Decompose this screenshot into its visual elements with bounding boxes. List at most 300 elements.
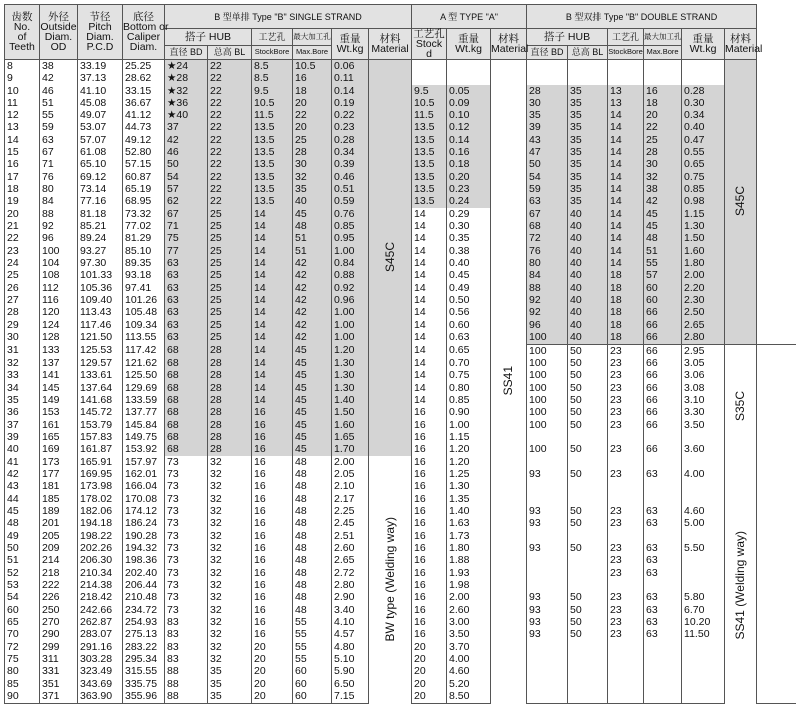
- sprocket-spec-table: [4, 4, 796, 704]
- table-cell: 1.30: [447, 481, 491, 493]
- table-cell: ★40: [165, 110, 208, 122]
- table-cell: 16: [252, 530, 293, 542]
- table-cell: 1.98: [447, 579, 491, 591]
- table-cell: 125.53: [78, 344, 123, 357]
- table-cell: 97.41: [123, 282, 165, 294]
- table-cell: 32: [208, 629, 252, 641]
- table-cell: 25: [208, 307, 252, 319]
- table-cell: 96: [527, 319, 568, 331]
- table-cell: 189: [40, 505, 78, 517]
- table-cell: 1.00: [332, 319, 369, 331]
- table-cell: 100: [527, 407, 568, 419]
- table-cell: 295.34: [123, 653, 165, 665]
- table-cell: 0.14: [447, 134, 491, 146]
- table-cell: 48: [293, 579, 332, 591]
- table-cell: 14: [252, 233, 293, 245]
- table-cell: 315.55: [123, 666, 165, 678]
- table-cell: [757, 331, 796, 344]
- table-cell: 35: [568, 183, 608, 195]
- table-cell: 55: [293, 616, 332, 628]
- table-cell: 23: [608, 542, 644, 554]
- table-cell: 105.48: [123, 307, 165, 319]
- table-cell: [568, 555, 608, 567]
- table-cell: 59: [527, 183, 568, 195]
- table-cell: 137.77: [123, 407, 165, 419]
- table-cell: 44.73: [123, 122, 165, 134]
- table-cell: [568, 666, 608, 678]
- table-cell: 20: [412, 678, 447, 690]
- table-cell: 88: [165, 666, 208, 678]
- table-cell: 1.35: [447, 493, 491, 505]
- table-cell: 25: [208, 270, 252, 282]
- table-cell: 48: [293, 456, 332, 468]
- table-cell: 9.5: [412, 85, 447, 97]
- table-cell: [682, 690, 725, 703]
- table-cell: 62: [165, 196, 208, 208]
- table-cell: [682, 666, 725, 678]
- table-cell: [644, 666, 682, 678]
- table-cell: 116: [40, 294, 78, 306]
- table-cell: 14: [252, 394, 293, 406]
- table-cell: 16: [252, 567, 293, 579]
- table-cell: 63: [644, 604, 682, 616]
- table-cell: 20: [293, 97, 332, 109]
- table-cell: 67: [40, 146, 78, 158]
- table-cell: 73: [165, 530, 208, 542]
- table-cell: 270: [40, 616, 78, 628]
- table-cell: 16: [252, 431, 293, 443]
- table-cell: 47: [527, 146, 568, 158]
- table-cell: 50: [568, 616, 608, 628]
- header-stockbore-single: StockBore: [252, 45, 293, 59]
- table-cell: 201: [40, 518, 78, 530]
- table-cell: 14: [252, 370, 293, 382]
- table-cell: [608, 456, 644, 468]
- table-cell: 54: [527, 171, 568, 183]
- table-cell: 16: [252, 505, 293, 517]
- table-cell: 55: [293, 629, 332, 641]
- table-cell: 0.95: [332, 233, 369, 245]
- table-cell: 149: [40, 394, 78, 406]
- table-cell: 63: [644, 555, 682, 567]
- table-cell: 0.40: [682, 122, 725, 134]
- table-cell: [757, 370, 796, 382]
- table-cell: 0.11: [332, 73, 369, 85]
- table-cell: 23: [608, 357, 644, 369]
- table-cell: 343.69: [78, 678, 123, 690]
- table-cell: 14: [608, 146, 644, 158]
- table-cell: 194.32: [123, 542, 165, 554]
- table-cell: 104: [40, 257, 78, 269]
- table-cell: 0.28: [332, 134, 369, 146]
- table-cell: 4.57: [332, 629, 369, 641]
- table-cell: ★36: [165, 97, 208, 109]
- table-cell: 0.05: [447, 85, 491, 97]
- table-cell: 0.34: [332, 146, 369, 158]
- material-b-double-s45c: [725, 60, 757, 345]
- table-cell: 210.34: [78, 567, 123, 579]
- table-cell: 4.10: [332, 616, 369, 628]
- table-cell: [757, 629, 796, 641]
- table-cell: 1.00: [447, 419, 491, 431]
- table-cell: 35: [293, 183, 332, 195]
- table-cell: 45: [293, 431, 332, 443]
- table-cell: 1.40: [447, 505, 491, 517]
- table-cell: 15: [5, 146, 40, 158]
- table-cell: [757, 357, 796, 369]
- table-cell: 283.07: [78, 629, 123, 641]
- table-cell: 45: [293, 357, 332, 369]
- table-cell: 194.18: [78, 518, 123, 530]
- table-cell: 92: [40, 220, 78, 232]
- table-cell: 20: [412, 653, 447, 665]
- table-cell: 290: [40, 629, 78, 641]
- table-cell: 17: [5, 171, 40, 183]
- table-cell: 0.75: [447, 370, 491, 382]
- table-cell: 0.75: [682, 171, 725, 183]
- table-cell: 100: [527, 331, 568, 344]
- table-cell: 30: [644, 159, 682, 171]
- table-cell: 23: [608, 518, 644, 530]
- table-cell: 10.5: [252, 97, 293, 109]
- table-cell: 66: [644, 370, 682, 382]
- table-cell: 42: [293, 294, 332, 306]
- table-cell: 37.13: [78, 73, 123, 85]
- table-cell: 52.80: [123, 146, 165, 158]
- table-cell: 12: [5, 110, 40, 122]
- table-cell: 28: [527, 85, 568, 97]
- table-cell: [757, 456, 796, 468]
- table-cell: 50: [527, 159, 568, 171]
- table-cell: ★32: [165, 85, 208, 97]
- table-cell: 23: [608, 394, 644, 406]
- table-cell: 0.85: [682, 183, 725, 195]
- table-cell: 35: [5, 394, 40, 406]
- table-cell: [757, 233, 796, 245]
- material-b-single-bw: [369, 456, 412, 703]
- table-cell: 291.16: [78, 641, 123, 653]
- table-cell: 0.98: [682, 196, 725, 208]
- table-cell: 101.26: [123, 294, 165, 306]
- table-cell: 50: [568, 444, 608, 456]
- table-cell: 66: [644, 307, 682, 319]
- table-cell: 0.35: [447, 233, 491, 245]
- table-cell: 22: [208, 97, 252, 109]
- table-cell: 14: [412, 307, 447, 319]
- table-cell: [682, 653, 725, 665]
- table-cell: 13.5: [412, 134, 447, 146]
- table-cell: 14: [608, 122, 644, 134]
- table-cell: 18: [608, 294, 644, 306]
- table-cell: 40: [568, 270, 608, 282]
- table-cell: 35: [568, 110, 608, 122]
- table-cell: 42: [293, 257, 332, 269]
- table-cell: [527, 653, 568, 665]
- table-cell: 68: [165, 370, 208, 382]
- table-cell: 120: [40, 307, 78, 319]
- table-cell: 218: [40, 567, 78, 579]
- table-cell: 16: [252, 542, 293, 554]
- table-cell: 28.62: [123, 73, 165, 85]
- table-cell: 45: [644, 220, 682, 232]
- table-cell: 73: [165, 481, 208, 493]
- table-cell: 20: [412, 690, 447, 703]
- table-cell: 93: [527, 604, 568, 616]
- table-cell: 14: [608, 110, 644, 122]
- table-cell: 14: [608, 208, 644, 220]
- table-cell: 173: [40, 456, 78, 468]
- header-hub-single: 搭子 HUB: [165, 29, 252, 46]
- table-cell: [608, 530, 644, 542]
- material-b-double-s35c-label: S35C: [733, 390, 748, 421]
- table-cell: 63: [644, 567, 682, 579]
- table-cell: 23: [608, 604, 644, 616]
- table-cell: [527, 641, 568, 653]
- table-cell: 22: [208, 60, 252, 73]
- table-cell: 16: [412, 444, 447, 456]
- table-cell: 16: [412, 505, 447, 517]
- table-cell: 13.5: [412, 183, 447, 195]
- table-cell: 22: [208, 146, 252, 158]
- table-cell: [757, 270, 796, 282]
- table-cell: 222: [40, 579, 78, 591]
- table-cell: 88: [527, 282, 568, 294]
- table-cell: 2.25: [332, 505, 369, 517]
- header-hub-bl-single: 总高 BL: [208, 45, 252, 59]
- table-cell: 63: [165, 282, 208, 294]
- table-cell: 39: [5, 431, 40, 443]
- table-cell: [757, 85, 796, 97]
- table-cell: 133.59: [123, 394, 165, 406]
- table-cell: 14: [608, 245, 644, 257]
- table-cell: 35: [568, 85, 608, 97]
- table-cell: 23: [608, 419, 644, 431]
- table-cell: 14: [252, 270, 293, 282]
- table-cell: 13.5: [412, 171, 447, 183]
- table-cell: 16: [252, 616, 293, 628]
- table-cell: 20: [412, 641, 447, 653]
- table-cell: 23: [608, 629, 644, 641]
- table-cell: 68: [165, 431, 208, 443]
- table-cell: 53: [5, 579, 40, 591]
- table-cell: 48: [293, 220, 332, 232]
- table-cell: 2.50: [682, 307, 725, 319]
- table-cell: 16: [252, 604, 293, 616]
- table-cell: 16: [412, 431, 447, 443]
- table-cell: [644, 678, 682, 690]
- table-cell: [757, 394, 796, 406]
- table-cell: [608, 431, 644, 443]
- table-cell: 32: [208, 616, 252, 628]
- table-cell: 50: [568, 357, 608, 369]
- table-cell: 0.10: [447, 110, 491, 122]
- table-cell: 35: [527, 110, 568, 122]
- table-cell: 13: [608, 97, 644, 109]
- table-cell: [682, 456, 725, 468]
- table-cell: 153: [40, 407, 78, 419]
- table-cell: 48: [293, 592, 332, 604]
- table-cell: 42: [165, 134, 208, 146]
- table-cell: 14: [252, 307, 293, 319]
- table-cell: 33: [5, 370, 40, 382]
- table-cell: [644, 60, 682, 73]
- table-cell: 42: [40, 73, 78, 85]
- table-cell: 51: [293, 233, 332, 245]
- table-cell: 32: [644, 171, 682, 183]
- header-bottom-diameter: 底径 Bottom or Caliper Diam.: [123, 5, 165, 60]
- table-cell: 40: [568, 257, 608, 269]
- table-cell: 16: [412, 629, 447, 641]
- table-cell: 66: [644, 344, 682, 357]
- table-cell: 85.10: [123, 245, 165, 257]
- table-cell: 45: [293, 419, 332, 431]
- header-b-double-strand: B 型双排 Type "B" DOUBLE STRAND: [527, 5, 757, 29]
- table-cell: 16: [252, 481, 293, 493]
- table-cell: 45: [644, 208, 682, 220]
- table-cell: 2.65: [682, 319, 725, 331]
- table-cell: 5.50: [682, 542, 725, 554]
- table-cell: 66: [644, 319, 682, 331]
- table-cell: 34: [5, 382, 40, 394]
- table-cell: [757, 344, 796, 357]
- table-cell: [608, 653, 644, 665]
- table-cell: 0.19: [332, 97, 369, 109]
- table-cell: 11: [5, 97, 40, 109]
- table-cell: 63: [165, 270, 208, 282]
- table-cell: 45: [293, 370, 332, 382]
- table-cell: 157.97: [123, 456, 165, 468]
- table-cell: 242.66: [78, 604, 123, 616]
- table-cell: 3.60: [682, 444, 725, 456]
- table-cell: 23: [608, 382, 644, 394]
- table-cell: 141: [40, 370, 78, 382]
- table-cell: 66: [644, 331, 682, 344]
- table-cell: 92: [527, 307, 568, 319]
- table-cell: 2.30: [682, 294, 725, 306]
- table-cell: 153.92: [123, 444, 165, 456]
- header-stock-cn-single: 工艺孔: [252, 29, 293, 46]
- table-cell: 100: [527, 382, 568, 394]
- table-cell: 1.00: [332, 307, 369, 319]
- table-cell: 67: [165, 208, 208, 220]
- table-cell: 262.87: [78, 616, 123, 628]
- table-cell: 0.49: [447, 282, 491, 294]
- table-cell: 32: [208, 493, 252, 505]
- table-cell: 14: [412, 331, 447, 344]
- table-cell: 25: [208, 220, 252, 232]
- table-cell: 1.30: [332, 382, 369, 394]
- table-cell: 2.00: [682, 270, 725, 282]
- table-cell: 2.51: [332, 530, 369, 542]
- table-cell: [757, 382, 796, 394]
- table-cell: 83: [165, 616, 208, 628]
- table-cell: 77.02: [123, 220, 165, 232]
- table-cell: 0.23: [447, 183, 491, 195]
- table-cell: 35: [568, 146, 608, 158]
- header-weight-single: 重量 Wt.kg: [332, 29, 369, 60]
- table-cell: 68: [165, 344, 208, 357]
- table-cell: [757, 481, 796, 493]
- table-cell: 14: [412, 382, 447, 394]
- table-cell: 32: [208, 604, 252, 616]
- table-cell: 0.56: [447, 307, 491, 319]
- table-cell: [757, 245, 796, 257]
- table-cell: 14: [252, 331, 293, 344]
- table-cell: 2.65: [332, 555, 369, 567]
- table-cell: 40: [568, 294, 608, 306]
- table-cell: 16: [252, 518, 293, 530]
- table-cell: 14: [252, 344, 293, 357]
- table-cell: 32: [208, 567, 252, 579]
- table-cell: 71: [165, 220, 208, 232]
- table-cell: 42: [5, 468, 40, 480]
- table-cell: 141.68: [78, 394, 123, 406]
- table-cell: 61.08: [78, 146, 123, 158]
- table-cell: 28: [208, 419, 252, 431]
- table-cell: [608, 73, 644, 85]
- table-cell: 129.69: [123, 382, 165, 394]
- table-cell: 73.14: [78, 183, 123, 195]
- table-cell: 129.57: [78, 357, 123, 369]
- table-cell: 35: [568, 171, 608, 183]
- table-cell: 63: [644, 468, 682, 480]
- table-cell: 1.93: [447, 567, 491, 579]
- table-cell: 16: [412, 555, 447, 567]
- table-cell: 42: [293, 307, 332, 319]
- table-cell: 93: [527, 505, 568, 517]
- table-cell: [757, 407, 796, 419]
- table-cell: 335.75: [123, 678, 165, 690]
- table-cell: 59: [40, 122, 78, 134]
- table-cell: 90: [5, 690, 40, 703]
- table-cell: 16: [252, 419, 293, 431]
- table-cell: 32: [208, 592, 252, 604]
- table-cell: 30: [527, 97, 568, 109]
- material-b-single-bw-label: BW type (Welding way): [382, 516, 397, 642]
- table-cell: 63: [165, 257, 208, 269]
- table-cell: [757, 122, 796, 134]
- table-cell: 73: [165, 555, 208, 567]
- table-cell: [682, 431, 725, 443]
- table-cell: 5.90: [332, 666, 369, 678]
- table-cell: 16: [252, 592, 293, 604]
- table-cell: 22: [208, 196, 252, 208]
- table-cell: [644, 431, 682, 443]
- header-maxbore-cn-single: 最大加工孔: [293, 29, 332, 46]
- table-cell: 14: [252, 208, 293, 220]
- table-cell: 42: [293, 270, 332, 282]
- table-cell: 3.50: [682, 419, 725, 431]
- table-cell: 13.5: [412, 196, 447, 208]
- table-cell: 50: [568, 419, 608, 431]
- table-cell: 190.28: [123, 530, 165, 542]
- table-cell: 0.46: [332, 171, 369, 183]
- table-cell: 66: [644, 394, 682, 406]
- header-maxbore-double: Max.Bore: [644, 45, 682, 59]
- table-cell: 73: [165, 505, 208, 517]
- table-cell: 14: [608, 257, 644, 269]
- table-cell: 93: [527, 468, 568, 480]
- table-cell: 0.45: [447, 270, 491, 282]
- table-cell: 1.20: [332, 344, 369, 357]
- table-cell: 0.70: [447, 357, 491, 369]
- table-cell: 2.60: [447, 604, 491, 616]
- table-cell: 4.60: [447, 666, 491, 678]
- table-cell: 1.80: [447, 542, 491, 554]
- table-cell: [682, 493, 725, 505]
- table-cell: 0.85: [332, 220, 369, 232]
- table-cell: [757, 666, 796, 678]
